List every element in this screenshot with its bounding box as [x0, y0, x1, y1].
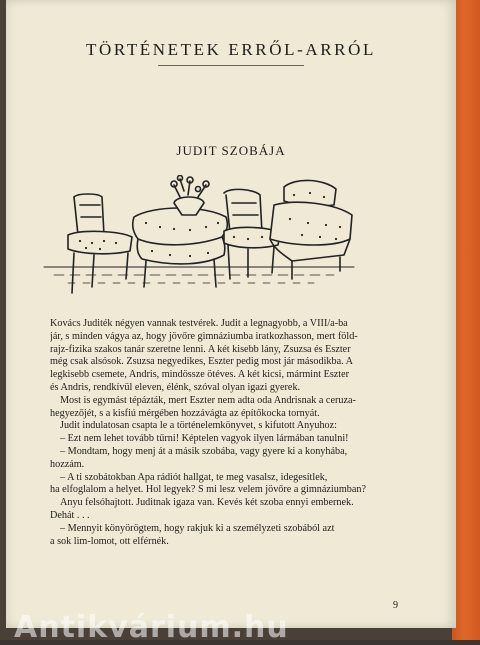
page-number: 9 [393, 600, 398, 611]
body-text [50, 318, 394, 548]
text-line: legkisebb csemete, Andris, mindössze ötéves. A két kicsi, mármint Eszter [50, 369, 350, 381]
text-line: jár, s minden vágya az, hogy jövőre gimnáziumba iratkozhasson, mert föld- [50, 330, 358, 342]
running-header: TÖRTÉNETEK ERRŐL-ARRÓL [86, 40, 376, 59]
watermark: Antikvárium.hu [14, 610, 289, 645]
text-line: – Mondtam, hogy menj át a másik szobába, vagy gyere ki a konyhába, [60, 445, 348, 457]
text-line: még csak alsósok. Zsuzsa negyedikes, Eszter pedig most jár másodikba. A [50, 356, 354, 368]
book-page [6, 0, 456, 628]
text-line: Anyu felsóhajtott. Juditnak igaza van. Kevés két szoba ennyi embernek. [60, 497, 354, 509]
text-line: Kovács Juditék négyen vannak testvérek. Judit a legnagyobb, a VIII/a-ba [50, 318, 348, 329]
text-line: Judit indulatosan csapta le a történelemkönyvet, s kifutott Anyuhoz: [60, 420, 337, 432]
paragraph [50, 318, 394, 548]
book-cover-edge [452, 0, 480, 640]
section-title: JUDIT SZOBÁJA [176, 143, 286, 158]
text-line: – Mennyit könyörögtem, hogy rakjuk ki a személyzeti szobából azt [60, 522, 335, 534]
text-line: hegyezőjét, s a kisfiú mérgében hozzávágta az építőkocka tornyát. [50, 407, 320, 419]
room-illustration [34, 175, 374, 300]
text-line: – Ezt nem lehet tovább tűrni! Képtelen vagyok ilyen lármában tanulni! [60, 433, 349, 445]
text-line: és Andris, rendkívül eleven, élénk, szóval olyan igazi gyerek. [50, 381, 301, 393]
text-line: ha elfoglalom a helyet. Hol legyek? S mi lesz velem jövőre a gimnáziumban? [50, 484, 366, 496]
text-line: Dehát . . . [50, 509, 90, 521]
text-line: a sok lim-lomot, ott elférnék. [50, 535, 169, 547]
text-line: rajz-fizika szakos tanár szeretne lenni. A két kisebb lány, Zsuzsa és Eszter [50, 343, 351, 355]
text-line: hozzám. [50, 458, 85, 470]
text-line: Most is egymást tépázták, mert Eszter nem adta oda Andrisnak a ceruza- [60, 394, 356, 406]
text-line: – A ti szobátokban Apa rádiót hallgat, te meg vasalsz, idegesítlek, [60, 471, 328, 483]
header-rule [158, 65, 304, 66]
